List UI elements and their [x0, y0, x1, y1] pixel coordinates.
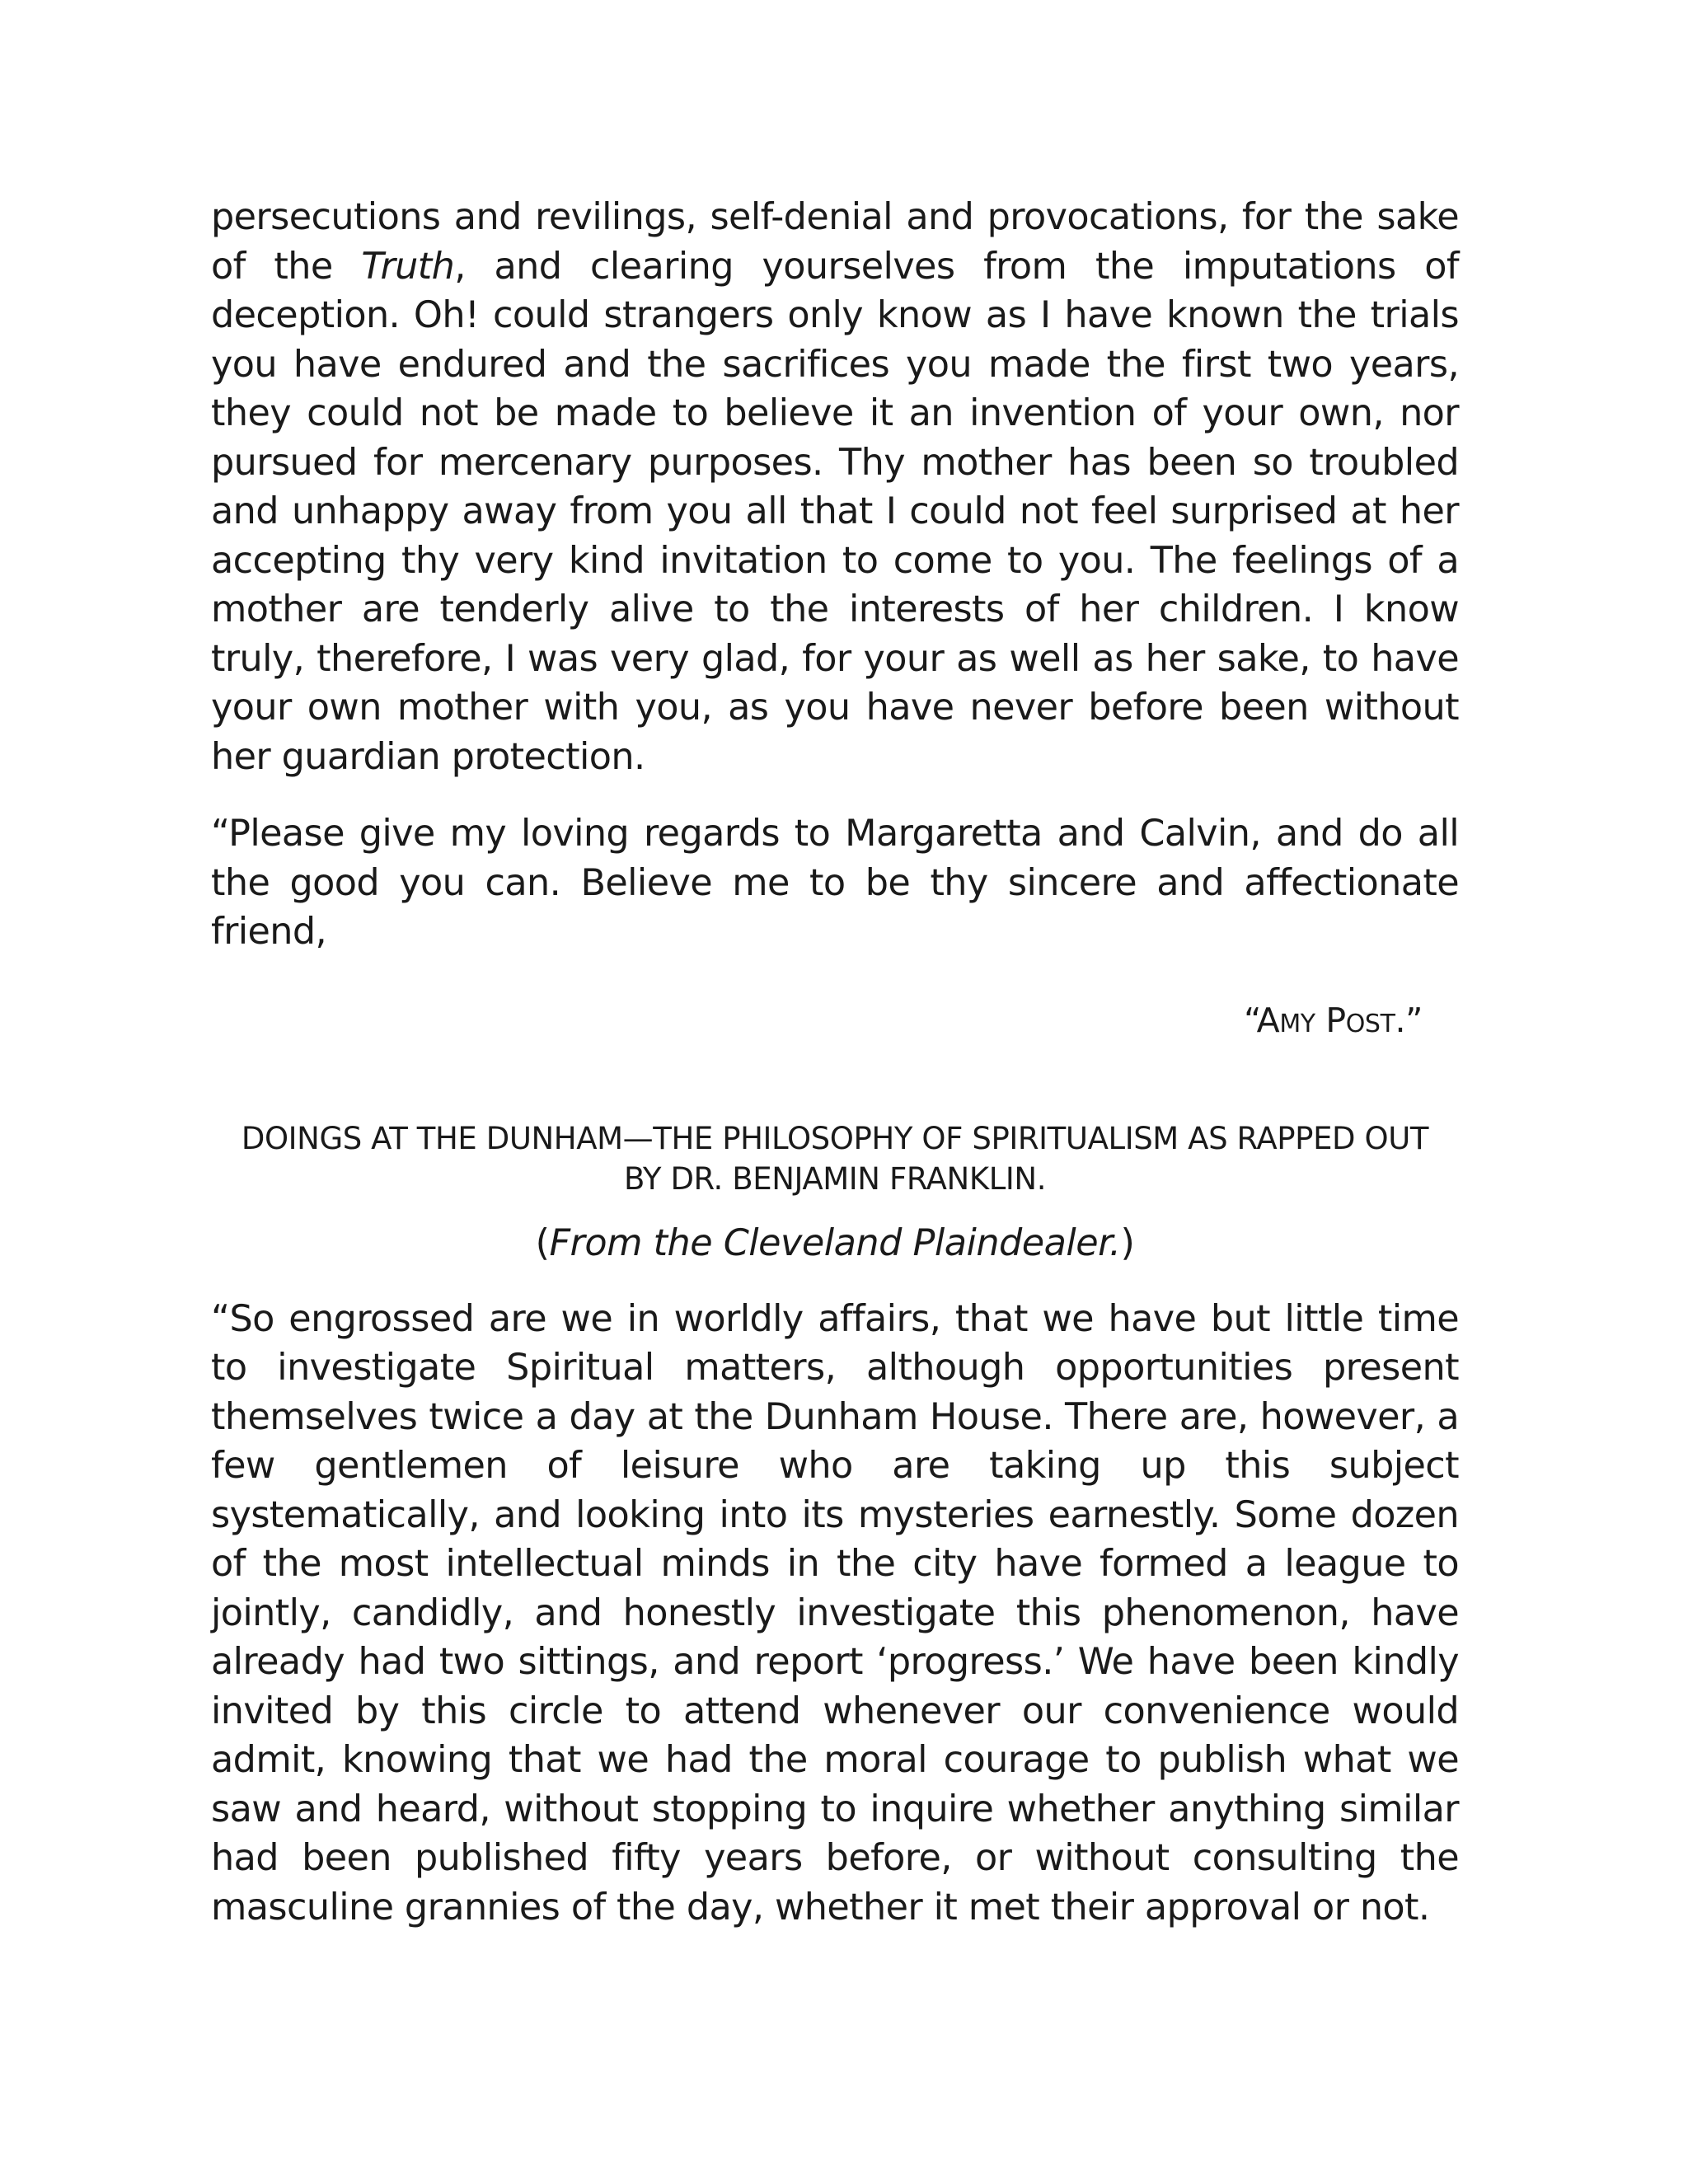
source-italic: From the Cleveland Plaindealer.: [549, 1221, 1121, 1264]
page-content: [211, 193, 1459, 1932]
truth-italic: Truth: [361, 245, 455, 288]
signature-last-rest: OST: [1345, 1009, 1395, 1038]
article-heading: [211, 1118, 1459, 1199]
letter-paragraph-text-b: , and clearing yourselves from the imputations of deception. Oh! could strangers only know as I have known the trials you have endured and the sacrifices you made the first two years, they could not be made to believe it an invention of your own, nor pursued for mercenary purposes. Thy mother has been so troubled and unhappy away from you all that I could not feel surprised at her accepting thy very kind invitation to come to you. The feelings of a mother are tenderly alive to the interests of her children. I know truly, therefore, I was very glad, for your as well as her sake, to have your own mother with you, as you have never before been without her guardian protection.: [211, 245, 1459, 778]
article-heading-line-1: DOINGS AT THE DUNHAM—THE PHILOSOPHY OF SPIRITUALISM AS RAPPED OUT: [241, 1120, 1429, 1156]
article-paragraph: “So engrossed are we in worldly affairs, that we have but little time to investigate Spiritual matters, although opportunities present themselves twice a day at the Dunham House. There are, however, a few gentlemen of leisure who are taking up this subject systematically, and looking into its mysteries earnestly. Some dozen of the most intellectual minds in the city have formed a league to jointly, candidly, and honestly investigate this phenomenon, have already had two sittings, and report ‘progress.’ We have been kindly invited by this circle to attend whenever our convenience would admit, knowing that we had the moral courage to publish what we saw and heard, without stopping to inquire whether anything similar had been published fifty years before, or without consulting the masculine grannies of the day, whether it met their approval or not.: [211, 1297, 1459, 1929]
signature-last-initial: P: [1325, 1000, 1346, 1040]
signature-open-quote: “: [1244, 1000, 1257, 1040]
signature-first-rest: MY: [1279, 1009, 1315, 1038]
article-source: [211, 1219, 1459, 1268]
article-heading-line-2: BY DR. BENJAMIN FRANKLIN.: [623, 1160, 1047, 1197]
signature-close: .”: [1395, 1000, 1423, 1040]
signature-first-initial: A: [1256, 1000, 1280, 1040]
source-open-paren: (: [535, 1221, 550, 1264]
signature: [211, 996, 1459, 1049]
letter-paragraph: [211, 193, 1459, 781]
letter-paragraph-text-a: persecutions and revilings, self-denial and provocations, for the sake of the: [211, 196, 1459, 288]
closing-paragraph: “Please give my loving regards to Margaretta and Calvin, and do all the good you can. Believe me to be thy sincere and affectionate friend,: [211, 813, 1459, 953]
source-close-paren: ): [1120, 1221, 1135, 1264]
